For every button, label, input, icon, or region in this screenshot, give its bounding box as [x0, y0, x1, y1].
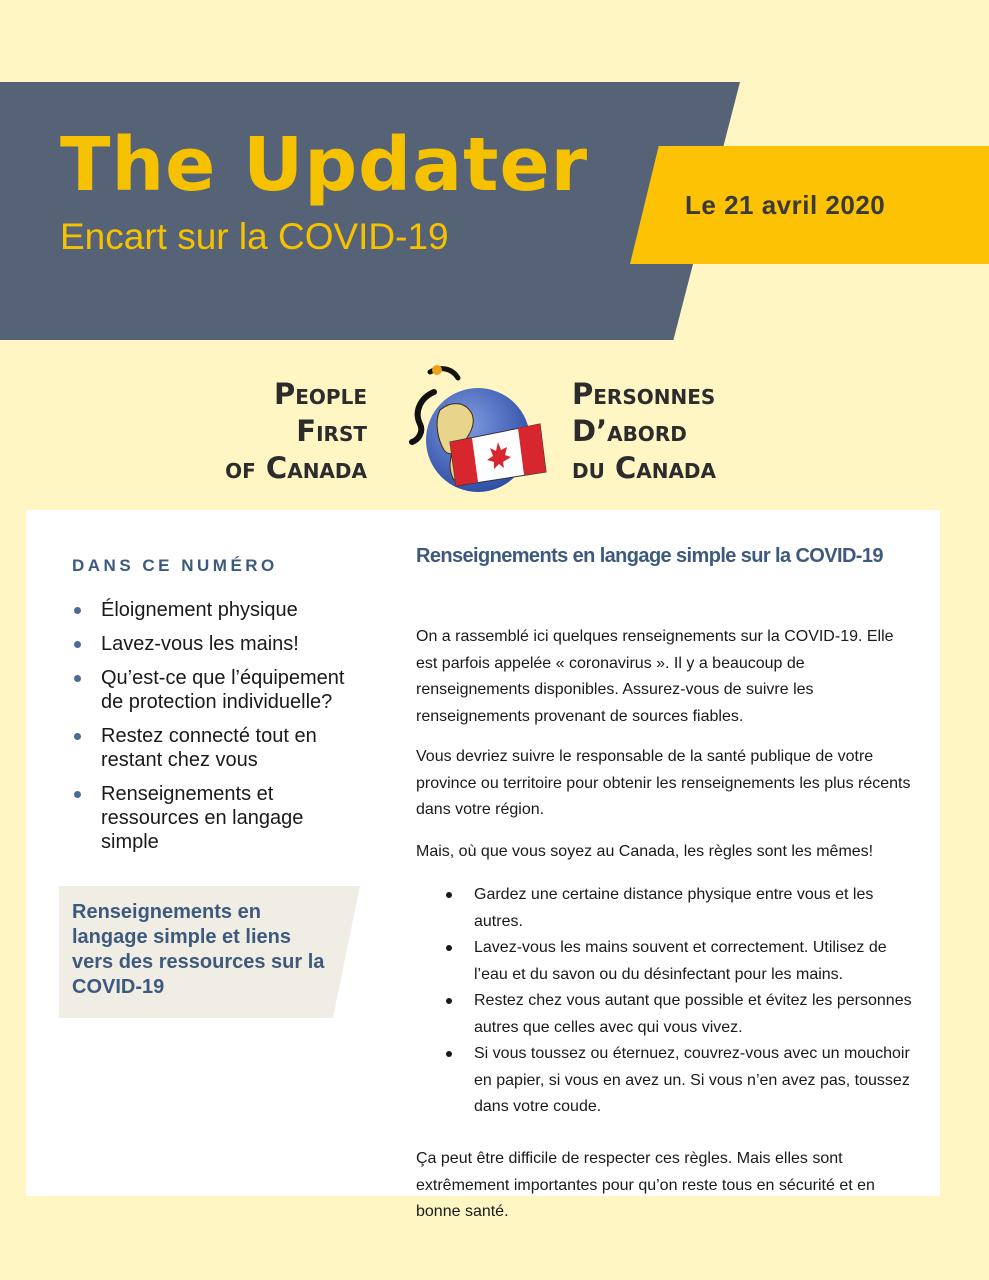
logo-line: D’abord — [572, 414, 687, 448]
article-paragraph-intro: On a rassemblé ici quelques renseignements sur la COVID-19. Elle est parfois appelée « coronavirus ». Il y a beaucoup de renseignements disponibles. Assurez-vous de suivre les renseignements provenant de sources fiables. — [416, 628, 894, 725]
toc-list — [72, 598, 362, 864]
globe-flag-logo-icon — [400, 362, 560, 494]
toc-item: Lavez-vous les mains! — [72, 632, 362, 656]
logo-line: People — [274, 377, 367, 411]
toc-item: Restez connecté tout en restant chez vous — [72, 724, 362, 772]
logo-english-text — [225, 376, 367, 487]
newsletter-subtitle: Encart sur la COVID-19 — [60, 216, 449, 257]
toc-item: Renseignements et ressources en langage simple — [72, 782, 362, 854]
rule-item: Restez chez vous autant que possible et évitez les personnes autres que celles avec qui vous vivez. — [416, 988, 918, 1041]
rule-item: Gardez une certaine distance physique entre vous et les autres. — [416, 882, 918, 935]
issue-date: Le 21 avril 2020 — [685, 190, 886, 220]
rule-item: Lavez-vous les mains souvent et correctement. Utilisez de l’eau et du savon ou du désinfectant pour les mains. — [416, 935, 918, 988]
rule-item: Si vous toussez ou éternuez, couvrez-vous avec un mouchoir en papier, si vous en avez un. Si vous n’en avez pas, toussez dans votre coude. — [416, 1041, 918, 1121]
article-title: Renseignements en langage simple sur la COVID-19 — [416, 545, 883, 567]
article-paragraph-rules-intro: Mais, où que vous soyez au Canada, les règles sont les mêmes! — [416, 843, 874, 860]
logo-line: First — [296, 414, 367, 448]
article-paragraph-closing: Ça peut être difficile de respecter ces règles. Mais elles sont extrêmement importantes pour qu’on reste tous en sécurité et en bonne santé. — [416, 1150, 875, 1220]
newsletter-title: The Updater — [60, 122, 589, 208]
logo-line: of Canada — [225, 451, 367, 485]
logo-line: du Canada — [572, 451, 716, 485]
toc-item: Éloignement physique — [72, 598, 362, 622]
rules-list — [416, 882, 918, 1121]
toc-heading: DANS CE NUMÉRO — [72, 556, 278, 575]
article-paragraph-health-officer: Vous devriez suivre le responsable de la santé publique de votre province ou territoire pour obtenir les renseignements les plus récents dans votre région. — [416, 748, 911, 818]
header-banner — [0, 82, 740, 340]
logo-french-text — [572, 376, 716, 487]
callout-text: Renseignements en langage simple et liens vers des ressources sur la COVID-19 — [72, 901, 325, 998]
logo-line: Personnes — [572, 377, 716, 411]
toc-item: Qu’est-ce que l’équipement de protection individuelle? — [72, 666, 362, 714]
